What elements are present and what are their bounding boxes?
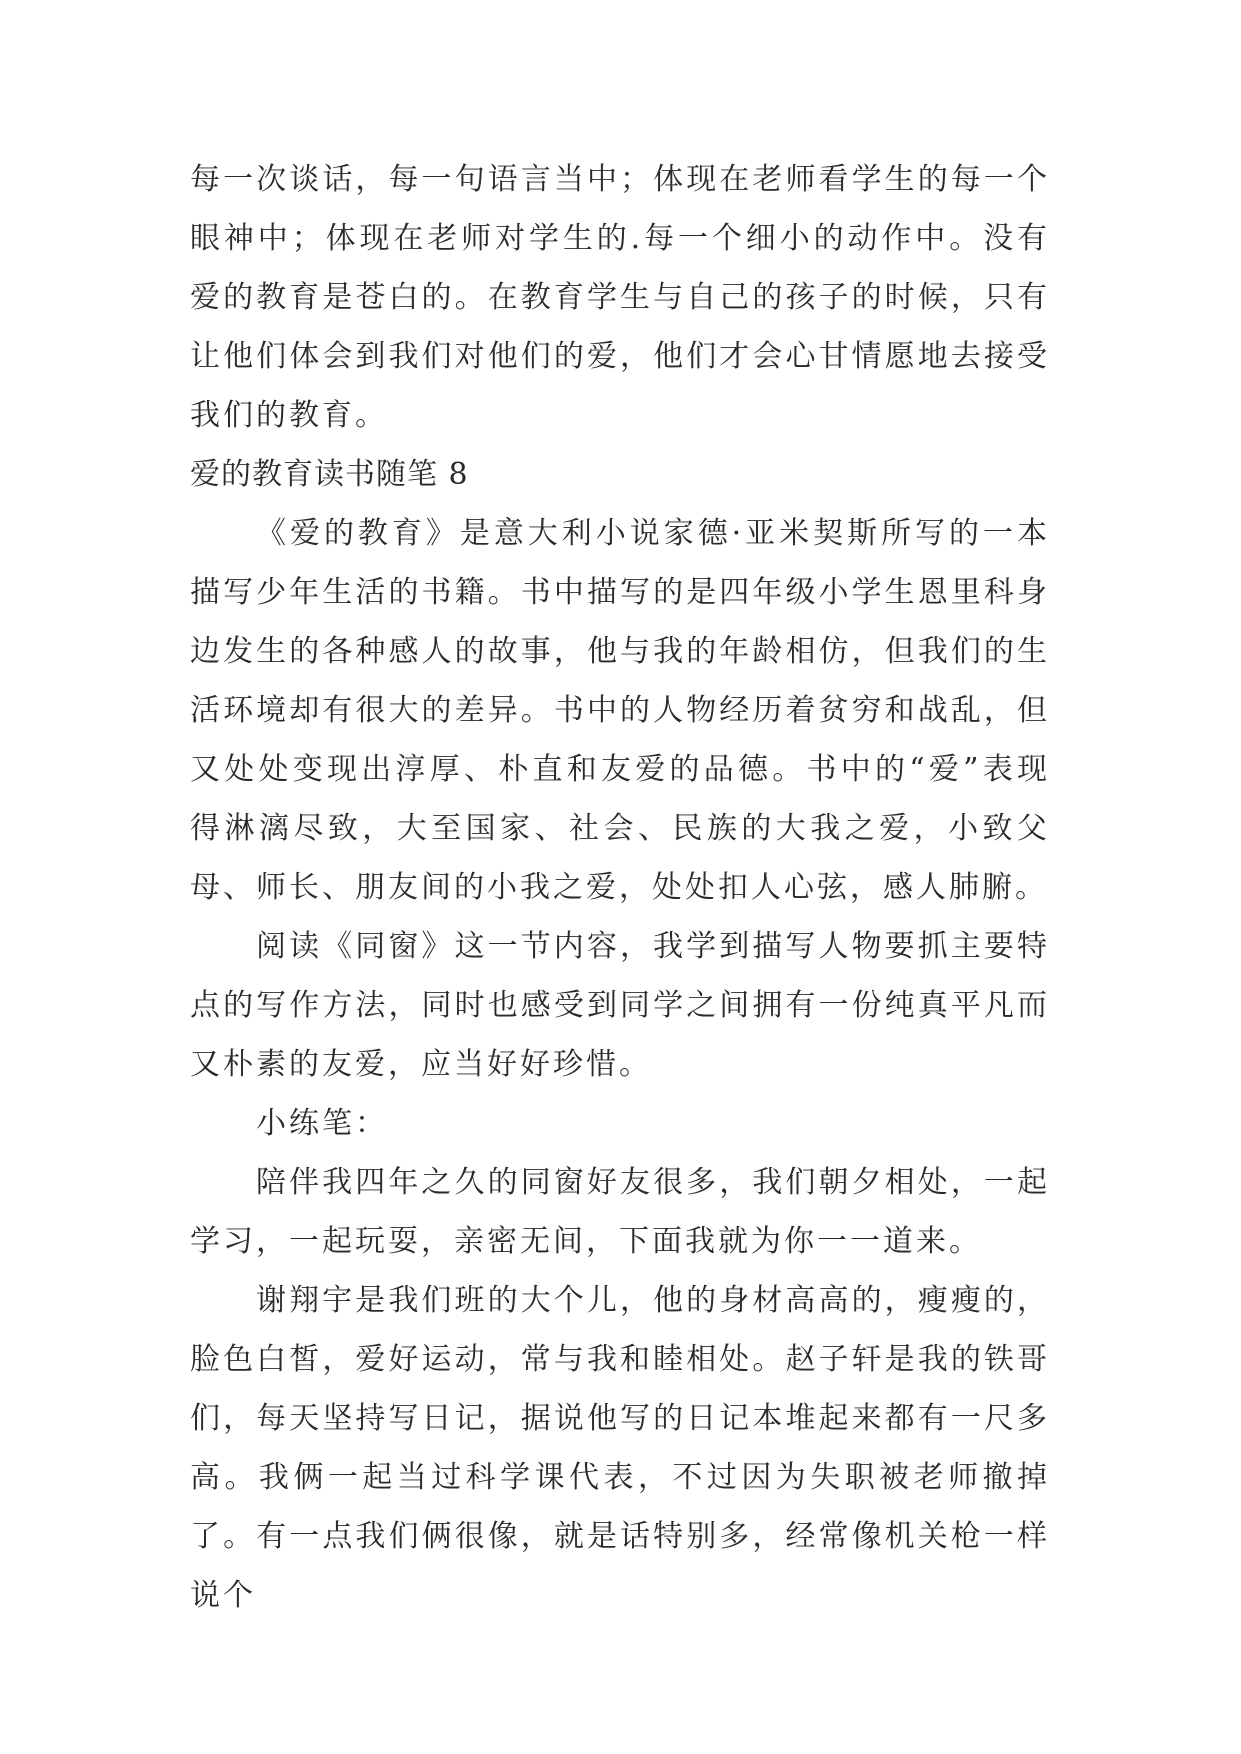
section-heading: 爱的教育读书随笔 8 [190, 457, 469, 492]
paragraph-continuation: 每一次谈话，每一句语言当中；体现在老师看学生的每一个眼神中；体现在老师对学生的.每一个细小的动作中。没有爱的教育是苍白的。在教育学生与自己的孩子的时候，只有让他们体会到我们对他们的爱，他们才会心甘情愿地去接受我们的教育。 [190, 162, 1050, 433]
document-body [190, 150, 1050, 1625]
paragraph-reading-tongchuang: 阅读《同窗》这一节内容，我学到描写人物要抓主要特点的写作方法，同时也感受到同学之间拥有一份纯真平凡而又朴素的友爱，应当好好珍惜。 [190, 929, 1050, 1082]
paragraph-classmates-intro: 陪伴我四年之久的同窗好友很多，我们朝夕相处，一起学习，一起玩耍，亲密无间，下面我就为你一一道来。 [190, 1165, 1050, 1259]
paragraph-book-intro: 《爱的教育》是意大利小说家德·亚米契斯所写的一本描写少年生活的书籍。书中描写的是四年级小学生恩里科身边发生的各种感人的故事，他与我的年龄相仿，但我们的生活环境却有很大的差异。书中的人物经历着贫穷和战乱，但又处处变现出淳厚、朴直和友爱的品德。书中的“爱”表现得淋漓尽致，大至国家、社会、民族的大我之爱，小致父母、师长、朋友间的小我之爱，处处扣人心弦，感人肺腑。 [190, 516, 1050, 905]
paragraph-practice-label: 小练笔： [256, 1106, 388, 1141]
paragraph-classmates-detail: 谢翔宇是我们班的大个儿，他的身材高高的，瘦瘦的，脸色白皙，爱好运动，常与我和睦相处。赵子轩是我的铁哥们，每天坚持写日记，据说他写的日记本堆起来都有一尺多高。我俩一起当过科学课代表，不过因为失职被老师撤掉了。有一点我们俩很像，就是话特别多，经常像机关枪一样说个 [190, 1283, 1050, 1613]
